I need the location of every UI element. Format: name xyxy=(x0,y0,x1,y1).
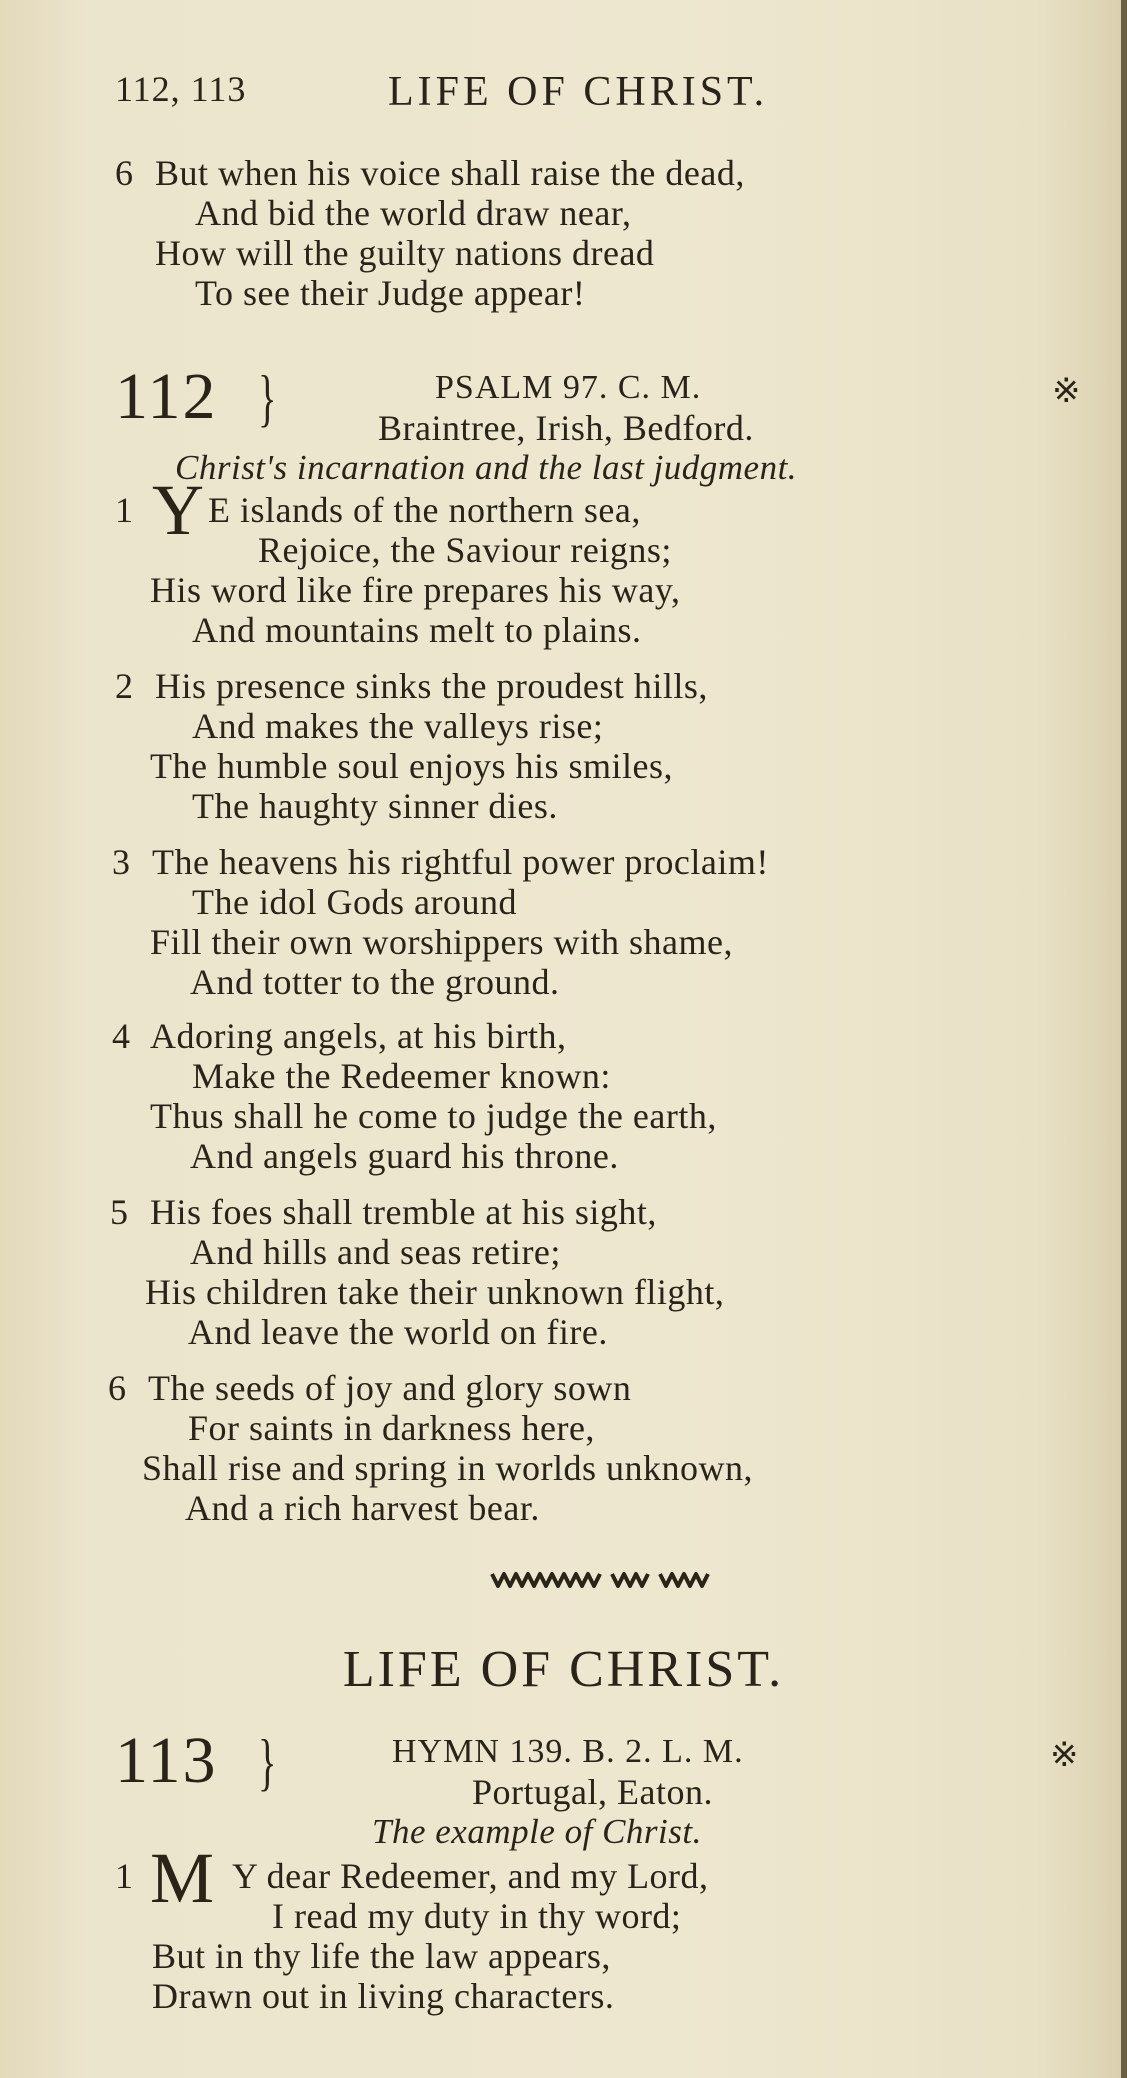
drop-cap: M xyxy=(150,1838,215,1918)
verse-line: And bid the world draw near, xyxy=(195,193,632,233)
verse-line: Drawn out in living characters. xyxy=(152,1976,615,2016)
stanza-number: 6 xyxy=(108,1368,127,1408)
asterism-icon: ※ xyxy=(1052,373,1081,410)
tune-names: Braintree, Irish, Bedford. xyxy=(378,408,754,448)
verse-line: Fill their own worshippers with shame, xyxy=(150,922,733,962)
verse-line: Adoring angels, at his birth, xyxy=(150,1016,567,1056)
verse-line: His foes shall tremble at his sight, xyxy=(150,1192,657,1232)
hymn-title: PSALM 97. C. M. xyxy=(435,369,702,406)
verse-line: And makes the valleys rise; xyxy=(192,706,604,746)
verse-line: Make the Redeemer known: xyxy=(192,1056,611,1096)
stanza-number: 4 xyxy=(112,1016,131,1056)
verse-line: And angels guard his throne. xyxy=(190,1136,619,1176)
section-title: LIFE OF CHRIST. xyxy=(342,1641,785,1698)
verse-line: The heavens his rightful power proclaim! xyxy=(152,842,769,882)
page-edge xyxy=(1121,0,1127,2078)
stanza-number: 5 xyxy=(110,1192,129,1232)
brace-icon: } xyxy=(258,1726,277,1797)
page-numbers: 112, 113 xyxy=(115,69,247,109)
verse-line: I read my duty in thy word; xyxy=(272,1896,682,1936)
verse-line: His word like fire prepares his way, xyxy=(150,570,681,610)
verse-line: How will the guilty nations dread xyxy=(155,233,655,273)
verse-line: Rejoice, the Saviour reigns; xyxy=(258,530,672,570)
verse-line: And hills and seas retire; xyxy=(190,1232,561,1272)
verse-line: And a rich harvest bear. xyxy=(185,1488,540,1528)
verse-line: His children take their unknown flight, xyxy=(145,1272,725,1312)
verse-line: Shall rise and spring in worlds unknown, xyxy=(142,1448,753,1488)
verse-line: But when his voice shall raise the dead, xyxy=(155,153,745,193)
stanza-number: 2 xyxy=(115,666,134,706)
hymn-number: 113 xyxy=(115,1724,218,1797)
verse-line: The seeds of joy and glory sown xyxy=(148,1368,632,1408)
hymn-number: 112 xyxy=(115,360,218,433)
hymn-title: HYMN 139. B. 2. L. M. xyxy=(392,1733,744,1770)
running-title: LIFE OF CHRIST. xyxy=(388,69,769,115)
verse-line: And totter to the ground. xyxy=(190,962,560,1002)
verse-line: For saints in darkness here, xyxy=(188,1408,595,1448)
verse-line: The humble soul enjoys his smiles, xyxy=(150,746,673,786)
drop-cap: Y xyxy=(152,470,204,550)
stanza-number: 1 xyxy=(115,490,134,530)
verse-line: But in thy life the law appears, xyxy=(152,1936,611,1976)
verse-line: His presence sinks the proudest hills, xyxy=(155,666,708,706)
verse-line: E islands of the northern sea, xyxy=(208,490,641,530)
ornament-rule-icon xyxy=(490,1566,720,1592)
verse-line: Y dear Redeemer, and my Lord, xyxy=(232,1856,709,1896)
brace-icon: } xyxy=(258,362,277,433)
stanza-number: 6 xyxy=(115,153,134,193)
verse-line: And mountains melt to plains. xyxy=(192,610,642,650)
verse-line: The idol Gods around xyxy=(192,882,517,922)
hymn-subject: Christ's incarnation and the last judgment. xyxy=(175,448,798,487)
hymn-subject: The example of Christ. xyxy=(372,1812,702,1851)
verse-line: The haughty sinner dies. xyxy=(192,786,558,826)
tune-names: Portugal, Eaton. xyxy=(472,1772,713,1812)
verse-line: Thus shall he come to judge the earth, xyxy=(150,1096,717,1136)
verse-line: And leave the world on fire. xyxy=(188,1312,608,1352)
stanza-number: 1 xyxy=(115,1856,134,1896)
verse-line: To see their Judge appear! xyxy=(195,273,586,313)
stanza-number: 3 xyxy=(112,842,131,882)
asterism-icon: ※ xyxy=(1050,1737,1079,1774)
